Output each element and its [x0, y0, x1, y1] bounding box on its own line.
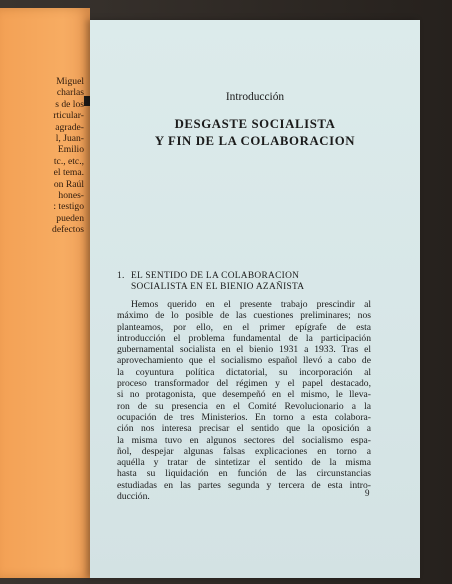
body-line: ción nos interesa precisar el sentido que la oposición a — [117, 423, 371, 435]
body-line: ducción. — [117, 491, 150, 503]
body-line: ocupación de tres Ministerios. En torno a esta colabora- — [117, 411, 371, 423]
body-line: proceso transformador del régimen y el papel destacado, — [117, 378, 371, 390]
facing-page-line: charlas — [56, 87, 84, 99]
facing-page-line: on Raúl — [53, 178, 84, 190]
facing-page-line: el tema. — [53, 167, 84, 179]
body-line: la misma tuvo en algunos sectores del socialismo espa- — [117, 434, 371, 446]
book-page — [90, 20, 420, 578]
facing-page-line: agrade- — [55, 121, 84, 133]
body-line: máximo de lo posible de las cuestiones preliminares; nos — [117, 310, 371, 322]
body-line: si no protagonista, que desempeñó en el mismo, le lleva- — [117, 389, 371, 401]
body-line: gubernamental socialista en el bienio 1931 a 1933. Tras el — [117, 344, 371, 356]
section-heading — [117, 271, 304, 294]
body-line: ñol, despejar algunas falsas explicaciones en torno a — [117, 445, 371, 457]
section-number: 1. — [117, 271, 125, 281]
body-paragraph — [117, 299, 371, 502]
chapter-title — [90, 116, 420, 150]
body-line: la coyuntura política dictatorial, su incorporación al — [117, 366, 371, 378]
facing-page-line: hones- — [58, 190, 84, 202]
body-line: planteamos, por ello, en el primer epígrafe de esta — [117, 321, 371, 333]
facing-page-line: pueden — [56, 212, 84, 224]
facing-page-line: Miguel — [56, 76, 84, 87]
chapter-title-line-1: DESGASTE SOCIALISTA — [174, 117, 336, 131]
body-line: aprovechamiento que el socialismo español llevó a cabo de — [117, 355, 371, 367]
facing-orange-page — [0, 8, 90, 578]
facing-page-line: s de los — [55, 98, 84, 110]
facing-page-line: tc., etc., — [53, 155, 84, 167]
body-line: hasta su liquidación en función de las circunstancias — [117, 468, 371, 480]
body-line: introducción el problema fundamental de la participación — [117, 332, 371, 344]
body-line: aquélla y tratar de sintetizar el sentido de la misma — [117, 457, 371, 469]
section-title-line-2: SOCIALISTA EN EL BIENIO AZAÑISTA — [131, 282, 305, 293]
facing-page-text — [52, 76, 84, 236]
body-line: Hemos querido en el presente trabajo prescindir al — [131, 299, 371, 310]
chapter-label: Introducción — [225, 91, 285, 103]
chapter-title-line-2: Y FIN DE LA COLABORACION — [154, 134, 356, 148]
facing-page-line: Emilio — [57, 144, 84, 156]
body-line: estudiadas en las partes segunda y tercera de esta intro- — [117, 479, 371, 491]
body-line: ron de su presencia en el Comité Revolucionario a la — [117, 400, 371, 412]
facing-page-line: defectos — [52, 224, 84, 236]
section-title-line-1: EL SENTIDO DE LA COLABORACION — [131, 271, 300, 281]
page-number: 9 — [365, 488, 370, 498]
facing-page-line: : testigo — [53, 201, 84, 213]
facing-page-line: l, Juan- — [55, 133, 84, 145]
facing-page-line: rticular- — [53, 110, 84, 122]
